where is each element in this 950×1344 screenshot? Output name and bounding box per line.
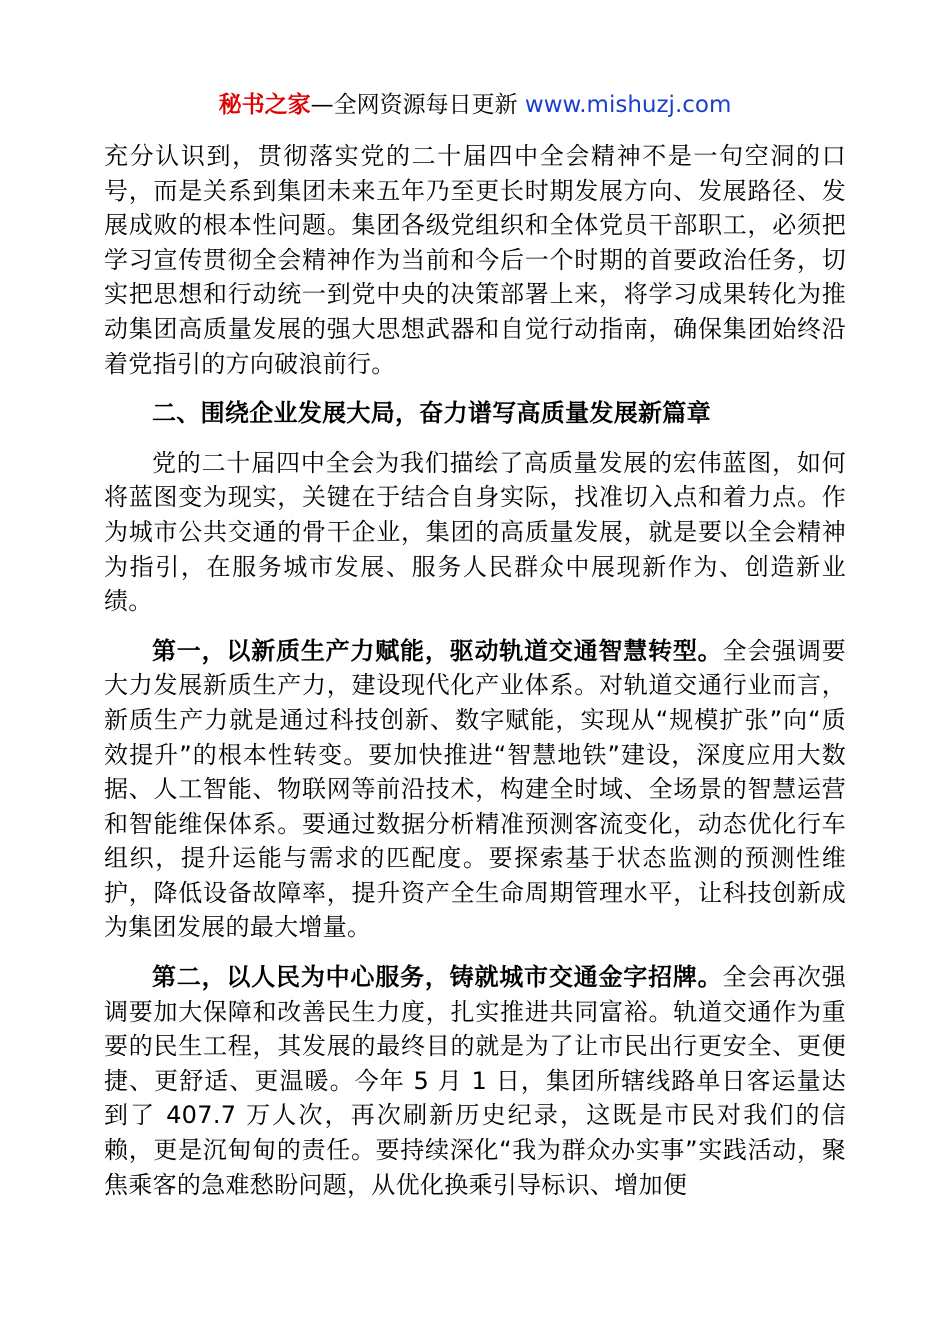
paragraph-lead: 第二，以人民为中心服务，铸就城市交通金字招牌。 xyxy=(152,963,723,992)
page-header xyxy=(0,89,950,121)
paragraph-text: 全会强调要大力发展新质生产力，建设现代化产业体系。对轨道交通行业而言，新质生产力就是通过科技创新、数字赋能，实现从“规模扩张”向“质效提升”的根本性转变。要加快推进“智慧地铁”建设，深度应用大数据、人工智能、物联网等前沿技术，构建全时域、全场景的智慧运营和智能维保体系。要通过数据分析精准预测客流变化，动态优化行车组织，提升运能与需求的匹配度。要探索基于状态监测的预测性维护，降低设备故障率，提升资产全生命周期管理水平，让科技创新成为集团发展的最大增量。 xyxy=(104,636,846,942)
header-tagline: —全网资源每日更新 xyxy=(310,92,525,118)
paragraph-first-point xyxy=(104,634,846,945)
paragraph-lead: 第一，以新质生产力赋能，驱动轨道交通智慧转型。 xyxy=(152,636,723,665)
paragraph-continuation: 充分认识到，贯彻落实党的二十届四中全会精神不是一句空洞的口号，而是关系到集团未来五年乃至更长时期发展方向、发展路径、发展成败的根本性问题。集团各级党组织和全体党员干部职工，必须把学习宣传贯彻全会精神作为当前和今后一个时期的首要政治任务，切实把思想和行动统一到党中央的决策部署上来，将学习成果转化为推动集团高质量发展的强大思想武器和自觉行动指南，确保集团始终沿着党指引的方向破浪前行。 xyxy=(104,142,846,378)
paragraph-intro: 党的二十届四中全会为我们描绘了高质量发展的宏伟蓝图，如何将蓝图变为现实，关键在于结合自身实际，找准切入点和着力点。作为城市公共交通的骨干企业，集团的高质量发展，就是要以全会精神为指引，在服务城市发展、服务人民群众中展现新作为、创造新业绩。 xyxy=(104,448,846,616)
document-body xyxy=(104,139,846,1202)
brand-name: 秘书之家 xyxy=(218,92,311,118)
paragraph-text: 全会再次强调要加大保障和改善民生力度，扎实推进共同富裕。轨道交通作为重要的民生工程，其发展的最终目的就是为了让市民出行更安全、更便捷、更舒适、更温暖。今年 5 月 1 日，集团所辖线路单日客运量达到了 407.7 万人次，再次刷新历史纪录，这既是市民对我们的信赖，更是沉甸甸的责任。要持续深化“我为群众办实事”实践活动，聚焦乘客的急难愁盼问题，从优化换乘引导标识、增加便 xyxy=(104,963,846,1199)
section-heading: 二、围绕企业发展大局，奋力谱写高质量发展新篇章 xyxy=(152,399,711,428)
paragraph-second-point xyxy=(104,960,846,1202)
site-url-link[interactable]: www.mishuzj.com xyxy=(524,92,732,118)
